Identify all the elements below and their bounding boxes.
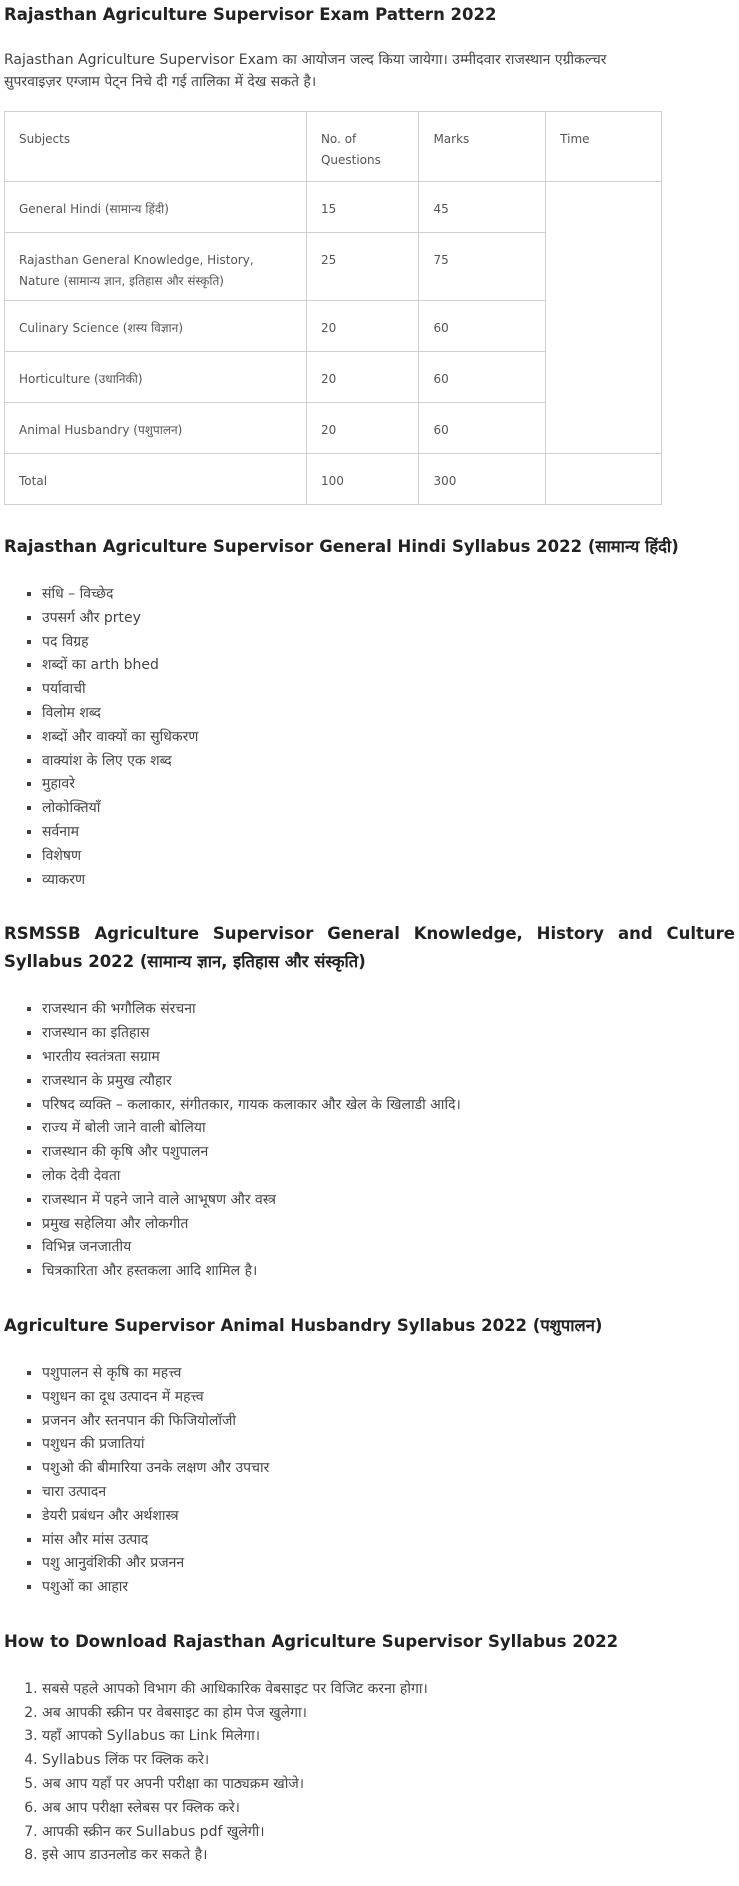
list-item: ▪ विशेषण xyxy=(42,845,735,869)
list-item: ▪ उपसर्ग और prtey xyxy=(42,607,735,631)
list-item: ▪ पशुधन का दूध उत्पादन में महत्त्व xyxy=(42,1386,735,1410)
list-item: ▪ पशु आनुवंशिकी और प्रजनन xyxy=(42,1552,735,1576)
list-item: 4. Syllabus लिंक पर क्लिक करे। xyxy=(42,1749,735,1773)
list-item: 2. अब आपकी स्क्रीन पर वेबसाइट का होम पेज खुलेगा। xyxy=(42,1702,735,1726)
header-questions: No. of Questions xyxy=(306,112,418,182)
cell-questions: 20 xyxy=(306,301,418,352)
section-heading-download: How to Download Rajasthan Agriculture Supervisor Syllabus 2022 xyxy=(4,1631,619,1651)
list-item: ▪ भारतीय स्वतंत्रता सग्राम xyxy=(42,1046,735,1070)
list-item: ▪ राजस्थान की कृषि और पशुपालन xyxy=(42,1141,735,1165)
header-marks: Marks xyxy=(419,112,546,182)
list-item: ▪ व्याकरण xyxy=(42,869,735,893)
list-item: ▪ चित्रकारिता और हस्तकला आदि शामिल है। xyxy=(42,1260,735,1284)
list-item: ▪ पशुधन की प्रजातियां xyxy=(42,1433,735,1457)
exam-pattern-table xyxy=(4,111,662,505)
cell-questions: 25 xyxy=(306,233,418,301)
list-item: ▪ डेयरी प्रबंधन और अर्थशास्त्र xyxy=(42,1505,735,1529)
cell-questions: 20 xyxy=(306,352,418,403)
list-item: ▪ वाक्यांश के लिए एक शब्द xyxy=(42,750,735,774)
list-item: 3. यहाँ आपको Syllabus का Link मिलेगा। xyxy=(42,1725,735,1749)
list-item: ▪ संधि – विच्छेद xyxy=(42,583,735,607)
table-row xyxy=(5,182,662,233)
list-item: ▪ शब्दों और वाक्यों का सुधिकरण xyxy=(42,726,735,750)
list-item: ▪ पद विग्रह xyxy=(42,631,735,655)
cell-subject: General Hindi (सामान्य हिंदी) xyxy=(5,182,307,233)
animal-husbandry-list xyxy=(4,1362,735,1600)
list-item: ▪ पशुओं का आहार xyxy=(42,1576,735,1600)
cell-marks: 45 xyxy=(419,182,546,233)
cell-total-questions: 100 xyxy=(306,454,418,505)
list-item: ▪ पशुओ की बीमारिया उनके लक्षण और उपचार xyxy=(42,1457,735,1481)
cell-questions: 20 xyxy=(306,403,418,454)
gk-syllabus-list xyxy=(4,998,735,1284)
list-item: ▪ राजस्थान के प्रमुख त्यौहार xyxy=(42,1070,735,1094)
list-item: ▪ सर्वनाम xyxy=(42,821,735,845)
list-item: 5. अब आप यहाँ पर अपनी परीक्षा का पाठ्यक्रम खोजे। xyxy=(42,1773,735,1797)
hindi-syllabus-list xyxy=(4,583,735,892)
download-steps-list xyxy=(4,1678,735,1868)
page-title: Rajasthan Agriculture Supervisor Exam Pattern 2022 xyxy=(4,5,497,24)
list-item: 8. इसे आप डाउनलोड कर सकते है। xyxy=(42,1844,735,1868)
section-heading-animal-husbandry: Agriculture Supervisor Animal Husbandry Syllabus 2022 (पशुपालन) xyxy=(4,1315,603,1335)
list-item: 7. आपकी स्क्रीन कर Sullabus pdf खुलेगी। xyxy=(42,1821,735,1845)
list-item: ▪ मांस और मांस उत्पाद xyxy=(42,1529,735,1553)
cell-marks: 60 xyxy=(419,403,546,454)
list-item: ▪ लोकोक्तियाँ xyxy=(42,797,735,821)
list-item: ▪ शब्दों का arth bhed xyxy=(42,654,735,678)
list-item: ▪ मुहावरे xyxy=(42,773,735,797)
cell-subject: Animal Husbandry (पशुपालन) xyxy=(5,403,307,454)
list-item: 6. अब आप परीक्षा स्लेबस पर क्लिक करे। xyxy=(42,1797,735,1821)
list-item: ▪ चारा उत्पादन xyxy=(42,1481,735,1505)
list-item: ▪ लोक देवी देवता xyxy=(42,1165,735,1189)
list-item: ▪ विभिन्न जनजातीय xyxy=(42,1236,735,1260)
section-heading-gk: RSMSSB Agriculture Supervisor General Knowledge, History and Culture Syllabus 2022 (सामान्य ज्ञान, इतिहास और संस्कृति) xyxy=(4,924,735,972)
cell-subject: Culinary Science (शस्य विज्ञान) xyxy=(5,301,307,352)
table-total-row xyxy=(5,454,662,505)
intro-paragraph: Rajasthan Agriculture Supervisor Exam का आयोजन जल्द किया जायेगा। उम्मीदवार राजस्थान एग्रीकल्चर सुपरवाइज़र एग्जाम पेट्न निचे दी गई तालिका में देख सकते है। xyxy=(4,52,607,90)
cell-marks: 60 xyxy=(419,301,546,352)
cell-subject: Horticulture (उधानिकी) xyxy=(5,352,307,403)
list-item: ▪ पशुपालन से कृषि का महत्त्व xyxy=(42,1362,735,1386)
list-item: ▪ राजस्थान की भगौलिक संरचना xyxy=(42,998,735,1022)
list-item: ▪ राजस्थान में पहने जाने वाले आभूषण और वस्त्र xyxy=(42,1189,735,1213)
cell-total-label: Total xyxy=(5,454,307,505)
cell-time xyxy=(546,182,662,454)
section-heading-hindi: Rajasthan Agriculture Supervisor General Hindi Syllabus 2022 (सामान्य हिंदी) xyxy=(4,537,679,556)
header-subjects: Subjects xyxy=(5,112,307,182)
table-header-row xyxy=(5,112,662,182)
list-item: ▪ राज्य में बोली जाने वाली बोलिया xyxy=(42,1117,735,1141)
cell-marks: 75 xyxy=(419,233,546,301)
list-item: ▪ राजस्थान का इतिहास xyxy=(42,1022,735,1046)
cell-total-time xyxy=(546,454,662,505)
list-item: ▪ पर्यावाची xyxy=(42,678,735,702)
cell-subject: Rajasthan General Knowledge, History, Nature (सामान्य ज्ञान, इतिहास और संस्कृति) xyxy=(5,233,307,301)
header-time: Time xyxy=(546,112,662,182)
cell-total-marks: 300 xyxy=(419,454,546,505)
list-item: 1. सबसे पहले आपको विभाग की आधिकारिक वेबसाइट पर विजिट करना होगा। xyxy=(42,1678,735,1702)
cell-marks: 60 xyxy=(419,352,546,403)
list-item: ▪ प्रमुख सहेलिया और लोकगीत xyxy=(42,1213,735,1237)
list-item: ▪ विलोम शब्द xyxy=(42,702,735,726)
list-item: ▪ प्रजनन और स्तनपान की फिजियोलॉजी xyxy=(42,1410,735,1434)
cell-questions: 15 xyxy=(306,182,418,233)
list-item: ▪ परिषद व्यक्ति – कलाकार, संगीतकार, गायक कलाकार और खेल के खिलाडी आदि। xyxy=(42,1094,735,1118)
